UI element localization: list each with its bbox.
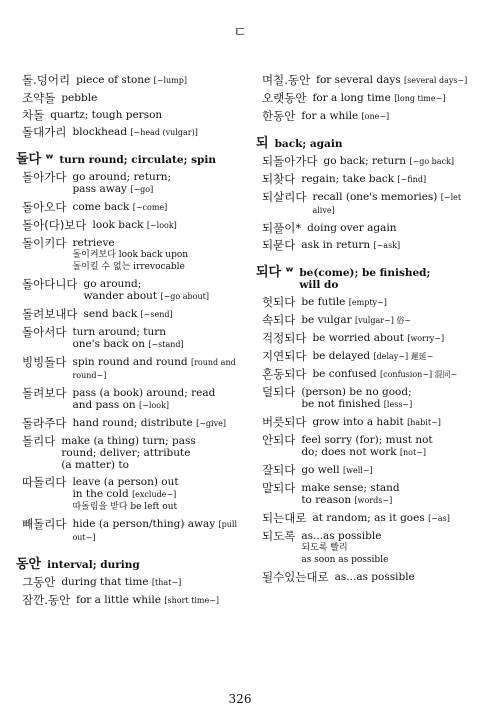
- entry-definition-block: [59, 154, 240, 166]
- dictionary-entry: [16, 92, 240, 104]
- entry-headword: 빙빙돌다: [22, 355, 67, 369]
- entry-gloss-note: [~head (vulgar)]: [130, 128, 198, 137]
- entry-headword: 돌.덩어리: [22, 73, 71, 87]
- dictionary-entry: [16, 356, 240, 382]
- entry-definition-block: [301, 482, 470, 507]
- entry-headword: 돌려보내다: [22, 307, 78, 321]
- entry-gloss-note: [~come]: [132, 203, 168, 212]
- entry-gloss-note: [~look]: [139, 401, 170, 410]
- entry-definition: feel sorry (for); must not do; does not work: [301, 434, 433, 458]
- entry-gloss-note: [~go about]: [160, 292, 209, 301]
- entry-definition-block: [307, 222, 470, 234]
- dictionary-entry: [256, 239, 470, 252]
- dictionary-entry: [256, 222, 470, 234]
- dictionary-entry: [16, 326, 240, 351]
- dictionary-entry: [256, 530, 470, 566]
- entry-headword: 차돌: [22, 108, 45, 122]
- entry-definition: make sense; stand to reason: [301, 482, 400, 506]
- entry-headword: 되는대로: [262, 511, 307, 525]
- entry-headword: 오랫동안: [262, 91, 307, 105]
- entry-gloss-note: [~go]: [130, 185, 154, 194]
- entry-headword: 빼돌리다: [22, 517, 67, 531]
- entry-headword: 덜되다: [262, 385, 296, 399]
- dictionary-entry: [256, 368, 470, 381]
- entry-headword: 되풀이*: [262, 221, 302, 235]
- entry-definition: for a while: [301, 110, 359, 122]
- dictionary-entry: [256, 155, 470, 168]
- entry-definition: go back; return: [323, 155, 407, 167]
- entry-gloss-note: [~go back]: [409, 157, 455, 166]
- entry-definition: as...as possible: [334, 571, 415, 583]
- entry-definition-block: [72, 356, 240, 382]
- entry-definition-block: [72, 387, 240, 412]
- entry-gloss-note: [worry~]: [407, 334, 445, 343]
- section-headword-entry: [256, 267, 470, 291]
- dictionary-entry: [16, 435, 240, 471]
- entry-definition-block: [312, 191, 470, 217]
- entry-headword: 안되다: [262, 433, 296, 447]
- entry-definition-block: [76, 594, 240, 607]
- entry-gloss-note: [exclude~]: [132, 490, 177, 499]
- entry-headword: 버릇되다: [262, 415, 307, 429]
- entry-definition: be(come); be finished; will do: [299, 267, 431, 291]
- entry-headword: 되도록: [262, 529, 296, 543]
- entry-definition: blockhead: [72, 126, 128, 138]
- entry-definition-block: [312, 350, 470, 363]
- entry-headword: 지연되다: [262, 349, 307, 363]
- entry-definition-block: [50, 109, 240, 121]
- entry-definition-block: [312, 512, 470, 525]
- entry-definition: hand round; distribute: [72, 417, 193, 429]
- entry-headword: 되돌아가다: [262, 154, 318, 168]
- entry-gloss-note: [less~]: [383, 400, 413, 409]
- entry-definition: hide (a person/thing) away: [72, 518, 216, 530]
- dictionary-entry: [256, 74, 470, 87]
- entry-gloss-note: [~ask]: [373, 241, 401, 250]
- dictionary-entry: [16, 171, 240, 196]
- entry-definition: ask in return: [301, 239, 371, 251]
- dictionary-entry: [16, 518, 240, 544]
- entry-headword: 따돌리다: [22, 475, 67, 489]
- entry-definition-block: [301, 464, 470, 477]
- dictionary-entry: [256, 512, 470, 525]
- dictionary-entry: [256, 191, 470, 217]
- entry-definition-block: [324, 155, 470, 168]
- dictionary-entry: [16, 201, 240, 214]
- entry-headword: 잘되다: [262, 463, 296, 477]
- section-gap: [256, 128, 470, 138]
- entry-definition: leave (a person) out in the cold: [72, 476, 179, 500]
- entry-headword: 돌아오다: [22, 200, 67, 214]
- entry-headword: 속되다: [262, 313, 296, 327]
- entry-definition: for several days: [316, 74, 401, 86]
- entry-headword: 될수있는대로: [262, 570, 329, 584]
- entry-gloss-note: [one~]: [361, 112, 390, 121]
- entry-headword: 동안: [16, 557, 42, 572]
- page-header-letter: ㄷ: [233, 25, 247, 41]
- dictionary-entry: [16, 417, 240, 430]
- entry-definition: go well: [301, 464, 340, 476]
- entry-definition-block: [72, 518, 240, 544]
- entry-headword: 돌이키다: [22, 236, 67, 250]
- left-column: [16, 74, 240, 612]
- entry-headword: 혼동되다: [262, 367, 307, 381]
- entry-definition-block: [301, 386, 470, 411]
- dictionary-entry: [16, 278, 240, 303]
- entry-headword: 헛되다: [262, 295, 296, 309]
- dictionary-entry: [256, 110, 470, 123]
- entry-definition-block: [84, 278, 240, 303]
- entry-gloss-note: [~look]: [146, 221, 177, 230]
- entry-headword: 돌아(다)보다: [22, 218, 87, 232]
- entry-headword: 며칠.동안: [262, 73, 311, 87]
- entry-gloss-note: [vulgar~] 俗~: [355, 316, 412, 325]
- entry-definition-block: [335, 571, 470, 583]
- entry-definition: make (a thing) turn; pass round; deliver; attribute (a matter) to: [61, 435, 196, 471]
- entry-gloss-note: [words~]: [354, 496, 393, 505]
- entry-definition-block: [312, 416, 470, 429]
- entry-gloss-note: [habit~]: [407, 418, 441, 427]
- entry-headword: 돌려보다: [22, 386, 67, 400]
- entry-definition: retrieve: [72, 237, 115, 249]
- entry-definition: be confused: [312, 368, 377, 380]
- entry-gloss-note: [well~]: [342, 466, 373, 475]
- entry-headword: 돌다 ʷ: [16, 152, 54, 167]
- dictionary-entry: [256, 571, 470, 583]
- dictionary-entry: [256, 464, 470, 477]
- entry-definition: doing over again: [307, 222, 397, 234]
- dictionary-entry: [256, 332, 470, 345]
- entry-gloss-note: [long time~]: [394, 94, 446, 103]
- entry-definition: be futile: [301, 296, 346, 308]
- entry-headword: 돌아서다: [22, 325, 67, 339]
- entry-definition-block: [301, 530, 470, 566]
- entry-definition: (person) be no good; be not finished: [301, 386, 412, 410]
- dictionary-entry: [256, 416, 470, 429]
- entry-headword: 되다 ʷ: [256, 265, 294, 280]
- entry-definition: go around; wander about: [83, 278, 158, 302]
- entry-headword: 한동안: [262, 109, 296, 123]
- entry-definition-block: [61, 435, 240, 471]
- entry-headword: 되: [256, 136, 269, 151]
- entry-definition-block: [301, 173, 470, 186]
- entry-definition: be vulgar: [301, 314, 352, 326]
- entry-definition: grow into a habit: [312, 416, 404, 428]
- entry-headword: 그동안: [22, 575, 56, 589]
- entry-gloss-note: [that~]: [151, 578, 182, 587]
- dictionary-entry: [256, 92, 470, 105]
- entry-definition-block: [72, 417, 240, 430]
- dictionary-entry: [16, 126, 240, 139]
- entry-definition: back; again: [274, 138, 343, 150]
- entry-definition-block: [72, 237, 240, 273]
- entry-definition: look back: [92, 219, 144, 231]
- entry-gloss-note: [~as]: [428, 514, 450, 523]
- dictionary-entry: [256, 434, 470, 459]
- entry-headword: 조약돌: [22, 91, 56, 105]
- entry-definition-block: [93, 219, 240, 232]
- entry-gloss-note: [not~]: [399, 448, 427, 457]
- entry-headword: 돌아가다: [22, 170, 67, 184]
- entry-example: 따돌림을 받다 be left out: [72, 502, 178, 512]
- entry-definition-block: [301, 239, 470, 252]
- dictionary-entry: [16, 476, 240, 513]
- entry-gloss-note: [delay~] 遲延~: [373, 352, 434, 361]
- entry-definition: for a long time: [312, 92, 391, 104]
- dictionary-entry: [16, 387, 240, 412]
- entry-definition: at random; as it goes: [312, 512, 425, 524]
- entry-definition-block: [72, 326, 240, 351]
- entry-gloss-note: [confusion~] 混同~: [380, 370, 458, 379]
- entry-definition-block: [301, 314, 470, 327]
- entry-gloss-note: [several days~]: [404, 76, 468, 85]
- entry-definition: spin round and round: [72, 356, 188, 368]
- entry-definition: interval; during: [47, 559, 140, 571]
- entry-definition: be delayed: [312, 350, 371, 362]
- entry-definition-block: [72, 171, 240, 196]
- entry-gloss-note: [~stand]: [148, 340, 184, 349]
- section-headword-entry: [256, 138, 470, 150]
- entry-gloss-note: [pull out~]: [72, 520, 238, 542]
- entry-definition-block: [61, 92, 240, 104]
- entry-definition-block: [312, 92, 470, 105]
- entry-headword: 되묻다: [262, 238, 296, 252]
- entry-example: 돌이켜보다 look back upon 돌이킬 수 없는 irrevocable: [72, 250, 189, 272]
- page-number: 326: [228, 692, 252, 706]
- entry-gloss-note: [~find]: [397, 175, 427, 184]
- dictionary-entry: [256, 482, 470, 507]
- entry-definition: come back: [72, 201, 130, 213]
- entry-definition: pass (a book) around; read and pass on: [72, 387, 216, 411]
- entry-headword: 되살리다: [262, 190, 307, 204]
- entry-definition-block: [301, 296, 470, 309]
- entry-headword: 되찾다: [262, 172, 296, 186]
- entry-definition-block: [72, 201, 240, 214]
- dictionary-entry: [256, 314, 470, 327]
- entry-definition: regain; take back: [301, 173, 395, 185]
- entry-gloss-note: [short time~]: [164, 596, 220, 605]
- dictionary-entry: [256, 173, 470, 186]
- dictionary-entry: [256, 296, 470, 309]
- right-column: [256, 74, 470, 588]
- dictionary-entry: [256, 386, 470, 411]
- entry-definition: during that time: [61, 576, 149, 588]
- dictionary-entry: [16, 219, 240, 232]
- entry-headword: 돌라주다: [22, 416, 67, 430]
- entry-definition: recall (one's memories): [312, 191, 438, 203]
- entry-definition: piece of stone: [76, 74, 151, 86]
- entry-definition: turn round; circulate; spin: [59, 154, 216, 166]
- entry-definition-block: [61, 576, 240, 589]
- entry-definition: be worried about: [312, 332, 404, 344]
- entry-definition: for a little while: [76, 594, 162, 606]
- entry-definition-block: [72, 126, 240, 139]
- entry-example: 되도록 빨리 as soon as possible: [301, 543, 389, 565]
- entry-definition-block: [312, 368, 470, 381]
- entry-gloss-note: [empty~]: [348, 298, 387, 307]
- entry-definition: send back: [83, 308, 138, 320]
- dictionary-entry: [16, 576, 240, 589]
- entry-definition-block: [72, 476, 240, 513]
- dictionary-entry: [256, 350, 470, 363]
- entry-gloss-note: [~let alive]: [312, 193, 462, 215]
- dictionary-entry: [16, 237, 240, 273]
- entry-headword: 돌리다: [22, 434, 56, 448]
- entry-headword: 걱정되다: [262, 331, 307, 345]
- dictionary-entry: [16, 308, 240, 321]
- entry-definition: turn around; turn one's back on: [72, 326, 167, 350]
- entry-definition-block: [275, 138, 470, 150]
- entry-gloss-note: [round and round~]: [72, 358, 236, 380]
- dictionary-entry: [16, 109, 240, 121]
- entry-definition-block: [316, 74, 470, 87]
- dictionary-entry: [16, 594, 240, 607]
- entry-definition-block: [301, 110, 470, 123]
- entry-gloss-note: [~lump]: [153, 76, 187, 85]
- entry-definition-block: [76, 74, 240, 87]
- entry-headword: 잠깐.동안: [22, 593, 71, 607]
- entry-headword: 돌아다니다: [22, 277, 78, 291]
- entry-headword: 말되다: [262, 481, 296, 495]
- entry-definition-block: [301, 434, 470, 459]
- entry-definition-block: [84, 308, 240, 321]
- section-gap: [16, 549, 240, 559]
- section-headword-entry: [16, 154, 240, 166]
- entry-gloss-note: [~send]: [140, 310, 173, 319]
- entry-definition: quartz; tough person: [50, 109, 163, 121]
- entry-definition: as...as possible: [301, 530, 382, 542]
- entry-definition-block: [299, 267, 470, 291]
- entry-gloss-note: [~give]: [196, 419, 226, 428]
- entry-definition-block: [312, 332, 470, 345]
- section-headword-entry: [16, 559, 240, 571]
- entry-headword: 돌대가리: [22, 125, 67, 139]
- entry-definition: pebble: [61, 92, 98, 104]
- entry-definition-block: [47, 559, 240, 571]
- entry-definition: go around; return; pass away: [72, 171, 172, 195]
- dictionary-entry: [16, 74, 240, 87]
